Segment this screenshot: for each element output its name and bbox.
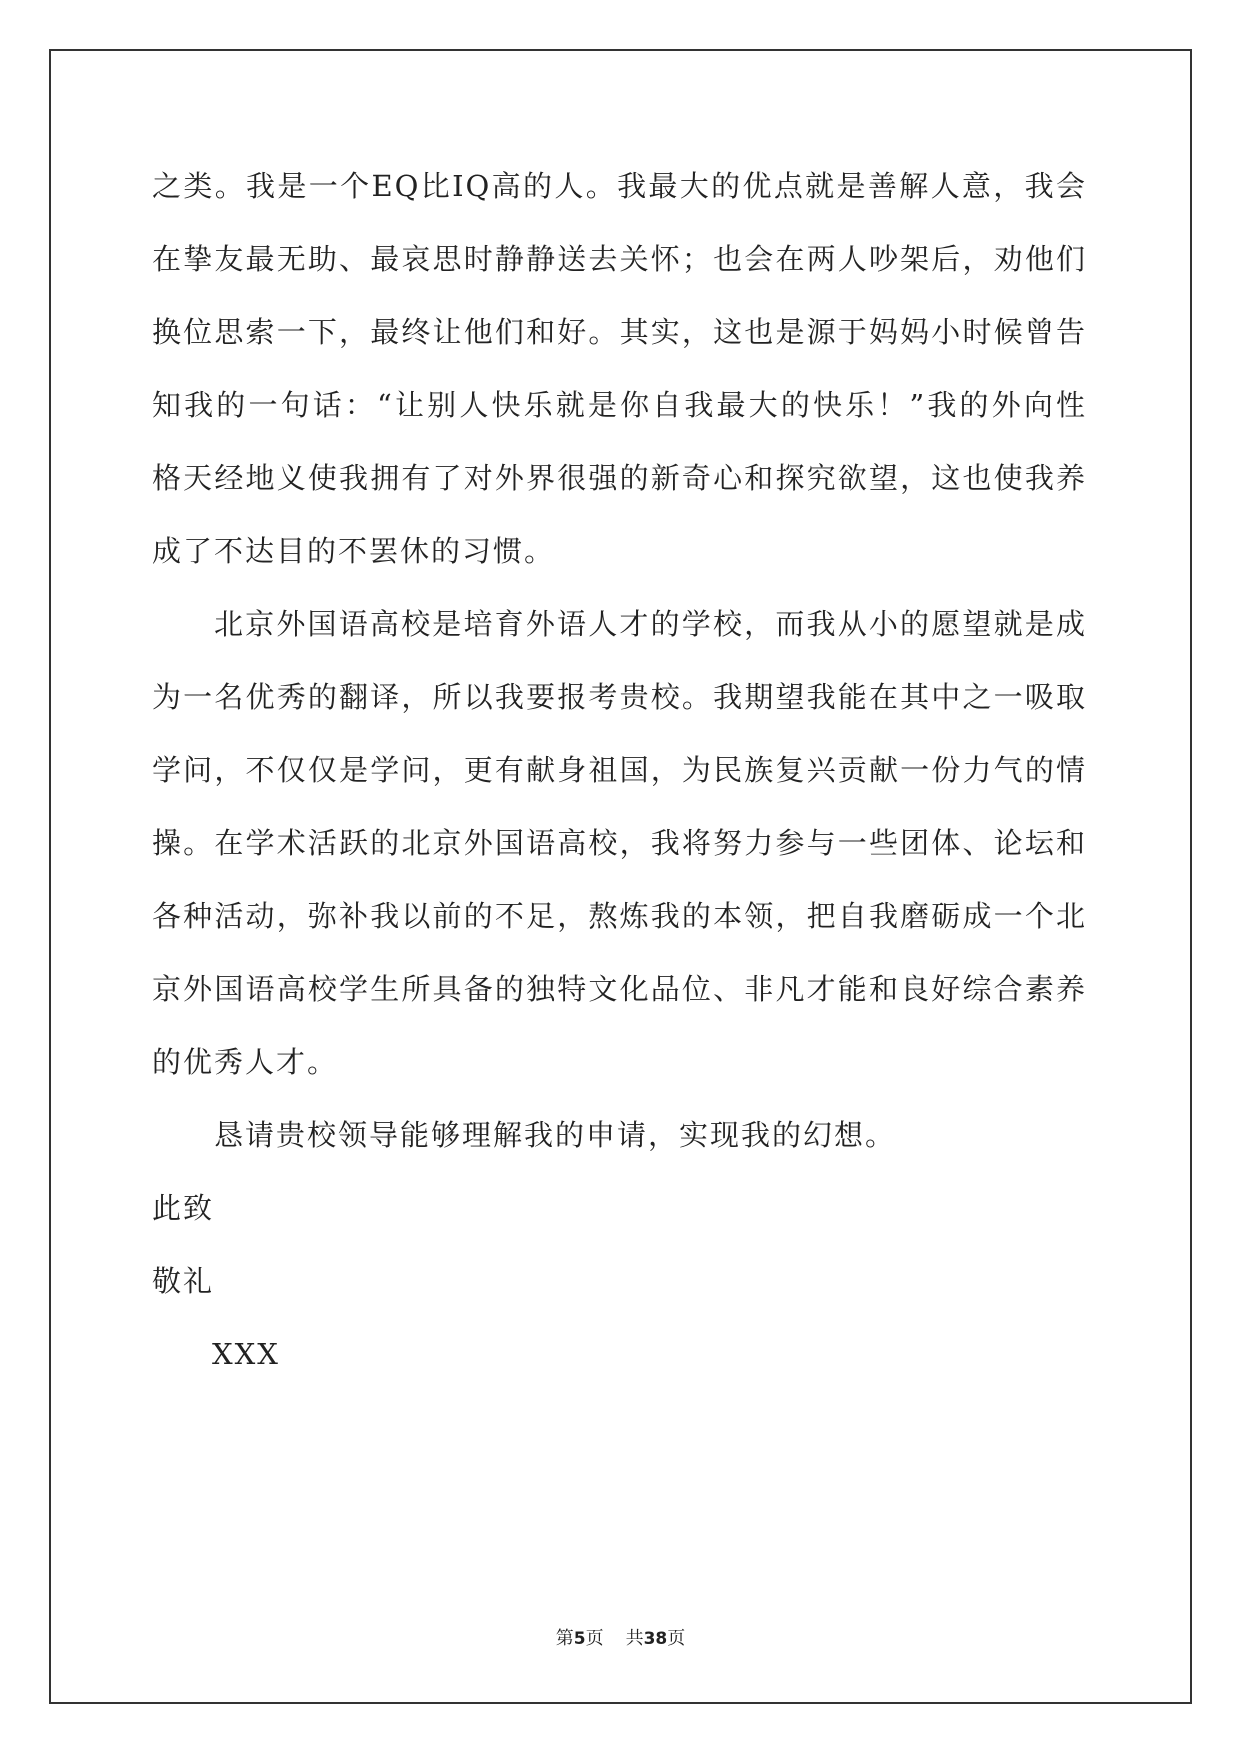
paragraph-line: 学问，不仅仅是学问，更有献身祖国，为民族复兴贡献一份力气的情: [152, 753, 1087, 787]
paragraph-line: 之类。我是一个EQ比IQ高的人。我最大的优点就是善解人意，我会: [152, 169, 1087, 203]
salutation-line: 敬礼: [152, 1264, 215, 1298]
paragraph-line: 各种活动，弥补我以前的不足，熬炼我的本领，把自我磨砺成一个北: [152, 899, 1087, 933]
paragraph-line: 京外国语高校学生所具备的独特文化品位、非凡才能和良好综合素养: [152, 972, 1087, 1006]
total-prefix: 共: [625, 1628, 644, 1649]
total-suffix: 页: [667, 1628, 686, 1649]
paragraph-line: 的优秀人才。: [152, 1045, 339, 1079]
paragraph-line: 操。在学术活跃的北京外国语高校，我将努力参与一些团体、论坛和: [152, 826, 1087, 860]
paragraph-line: 成了不达目的不罢休的习惯。: [152, 534, 556, 568]
page-border: [49, 49, 1192, 1704]
paragraph-line: 北京外国语高校是培育外语人才的学校，而我从小的愿望就是成: [214, 607, 1087, 641]
paragraph-line: 为一名优秀的翻译，所以我要报考贵校。我期望我能在其中之一吸取: [152, 680, 1087, 714]
closing-line: 此致: [152, 1191, 215, 1225]
signature: XXX: [212, 1337, 280, 1371]
paragraph-line: 知我的一句话：“让别人快乐就是你自我最大的快乐！”我的外向性: [152, 388, 1087, 422]
paragraph-line: 格天经地义使我拥有了对外界很强的新奇心和探究欲望，这也使我养: [152, 461, 1087, 495]
paragraph-line: 在挚友最无助、最哀思时静静送去关怀；也会在两人吵架后，劝他们: [152, 242, 1087, 276]
paragraph-line: 恳请贵校领导能够理解我的申请，实现我的幻想。: [214, 1118, 897, 1152]
page-suffix: 页: [585, 1628, 604, 1649]
paragraph-line: 换位思索一下，最终让他们和好。其实，这也是源于妈妈小时候曾告: [152, 315, 1087, 349]
page-prefix: 第: [555, 1628, 574, 1649]
total-pages: 38: [643, 1629, 668, 1649]
page-footer: [0, 1627, 1241, 1651]
page-number: 5: [573, 1629, 586, 1649]
